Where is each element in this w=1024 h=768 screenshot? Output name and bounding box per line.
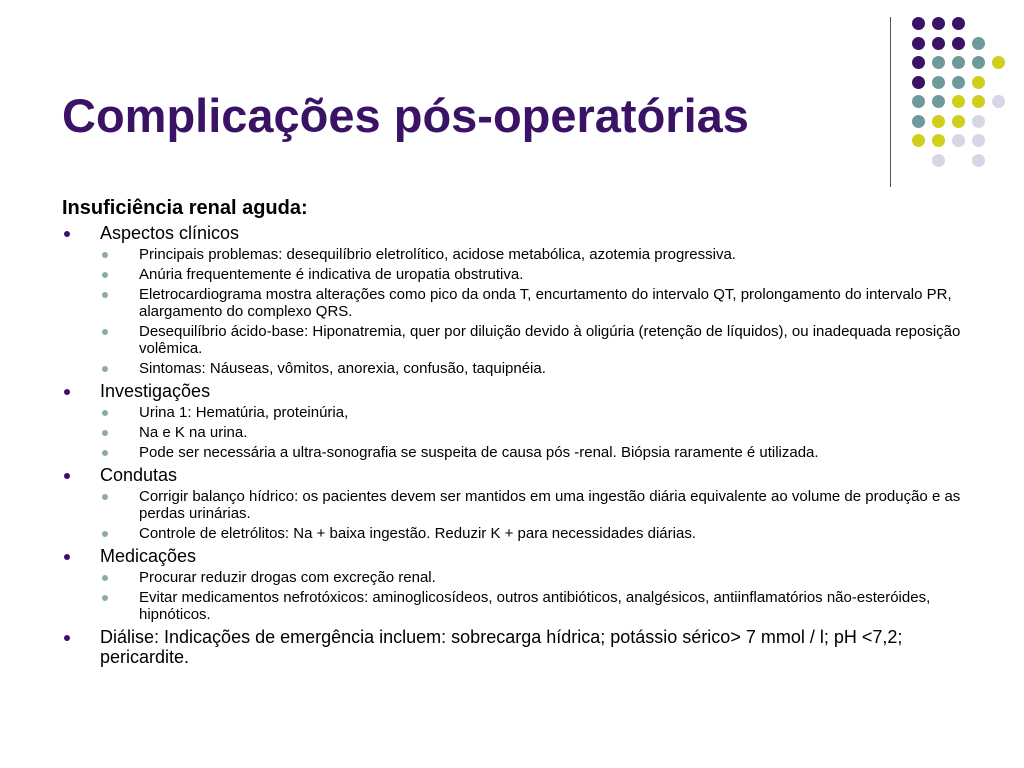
decorative-dot [992,56,1005,69]
sub-bullet-text: Eletrocardiograma mostra alterações como pico da onda T, encurtamento do intervalo QT, prolongamento do intervalo PR, alargamento do complexo QRS. [139,286,952,320]
decorative-dot [932,56,945,69]
sub-bullet-icon [102,272,108,278]
sub-bullet-icon [102,494,108,500]
decorative-dot [972,76,985,89]
sub-bullet-item [62,404,962,421]
sub-bullet-item [62,286,962,320]
sub-bullet-text: Pode ser necessária a ultra-sonografia se suspeita de causa pós -renal. Biópsia raramente é utilizada. [139,444,819,461]
decorative-dot [912,76,925,89]
decorative-dot [972,95,985,108]
divider-line [890,17,891,187]
decorative-dot [912,17,925,30]
decorative-dot [972,37,985,50]
sub-bullet-text: Urina 1: Hematúria, proteinúria, [139,404,349,421]
sub-bullet-item [62,323,962,357]
bullet-icon [64,635,70,641]
decorative-dot [932,37,945,50]
sub-bullet-text: Anúria frequentemente é indicativa de uropatia obstrutiva. [139,266,524,283]
sub-bullet-item [62,424,962,441]
decorative-dot [972,115,985,128]
bullet-icon [64,231,70,237]
sub-bullet-item [62,569,962,586]
sub-bullet-item [62,444,962,461]
sub-bullet-icon [102,450,108,456]
sub-bullet-icon [102,329,108,335]
slide-title: Complicações pós-operatórias [62,89,749,142]
decorative-dot [972,154,985,167]
bullet-label: Aspectos clínicos [100,223,240,243]
decorative-dot [912,95,925,108]
decorative-dot [932,115,945,128]
decorative-dot [952,115,965,128]
bullet-item [62,627,962,667]
sub-bullet-text: Corrigir balanço hídrico: os pacientes devem ser mantidos em uma ingestão diária equivalente ao volume de produção e as perdas urinárias. [139,488,961,522]
sub-bullet-item [62,488,962,522]
sub-bullet-text: Procurar reduzir drogas com excreção renal. [139,569,436,586]
sub-bullet-icon [102,366,108,372]
decorative-dot [912,115,925,128]
bullet-item [62,546,962,623]
bullet-label: Investigações [100,381,211,401]
bullet-icon [64,389,70,395]
sub-bullet-text: Na e K na urina. [139,424,248,441]
sub-bullet-text: Evitar medicamentos nefrotóxicos: aminoglicosídeos, outros antibióticos, analgésicos, antiinflamatórios não-esteróides, hipnóticos. [139,589,931,623]
decorative-dot [952,17,965,30]
sub-bullet-icon [102,252,108,258]
bullet-item [62,465,962,542]
decorative-dot [972,134,985,147]
slide-body [62,196,962,667]
sub-bullet-text: Principais problemas: desequilíbrio eletrolítico, acidose metabólica, azotemia progressiva. [139,246,736,263]
decorative-dot [932,76,945,89]
section-heading: Insuficiência renal aguda: [62,197,308,219]
decorative-dot [952,37,965,50]
bullet-label: Diálise: Indicações de emergência incluem: sobrecarga hídrica; potássio sérico> 7 mmol / l; pH <7,2; pericardite. [100,627,903,667]
decorative-dot [912,134,925,147]
bullet-item [62,223,962,377]
bullet-label: Condutas [100,465,178,485]
decorative-dot [912,37,925,50]
bullet-item [62,381,962,461]
bullet-list [62,223,962,667]
decorative-dot [952,76,965,89]
sub-bullet-text: Sintomas: Náuseas, vômitos, anorexia, confusão, taquipnéia. [139,360,546,377]
sub-bullet-text: Desequilíbrio ácido-base: Hiponatremia, quer por diluição devido à oligúria (retenção de líquidos), ou inadequada reposição volêmica. [139,323,961,357]
sub-bullet-item [62,266,962,283]
sub-bullet-item [62,525,962,542]
decorative-dot [932,134,945,147]
decorative-dot [912,56,925,69]
bullet-label: Medicações [100,546,197,566]
decorative-dot [952,95,965,108]
bullet-icon [64,473,70,479]
sub-bullet-icon [102,292,108,298]
sub-bullet-icon [102,531,108,537]
decorative-dot [972,56,985,69]
sub-bullet-item [62,360,962,377]
decorative-dot [932,17,945,30]
sub-bullet-icon [102,410,108,416]
decorative-dot [952,134,965,147]
sub-bullet-icon [102,595,108,601]
sub-bullet-item [62,246,962,263]
sub-bullet-icon [102,575,108,581]
decorative-dot [952,56,965,69]
decorative-dot [932,154,945,167]
decorative-dot [992,95,1005,108]
decorative-dot [932,95,945,108]
sub-bullet-text: Controle de eletrólitos: Na + baixa ingestão. Reduzir K + para necessidades diárias. [139,525,696,542]
sub-bullet-item [62,589,962,623]
bullet-icon [64,554,70,560]
sub-bullet-icon [102,430,108,436]
